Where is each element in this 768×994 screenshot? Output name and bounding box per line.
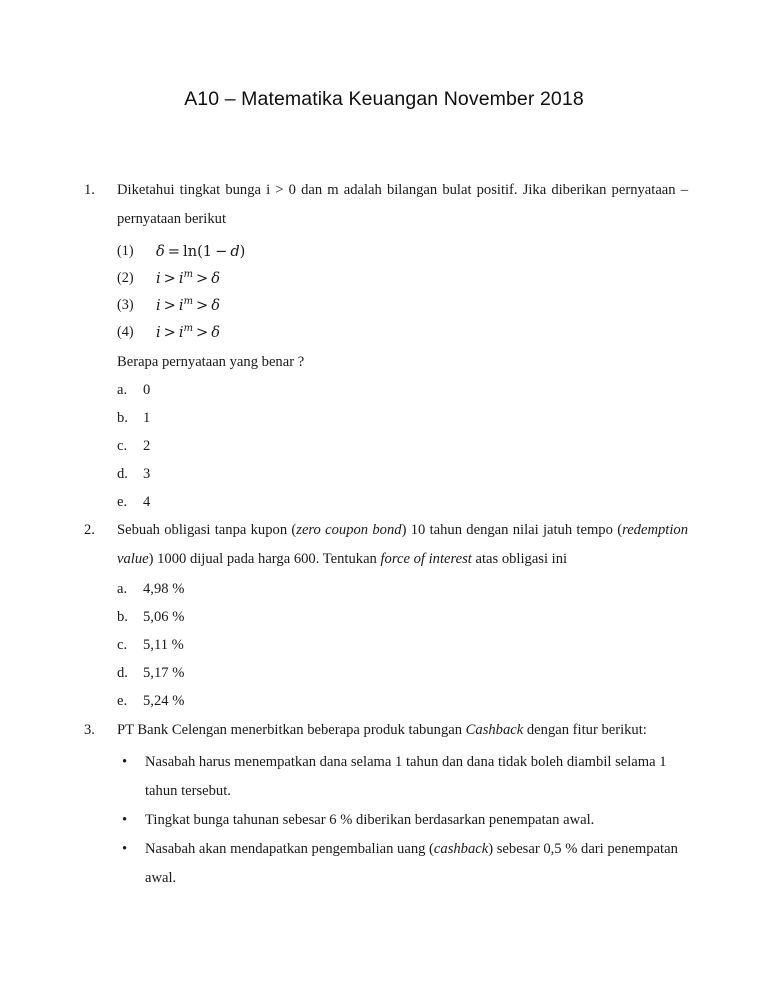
- option-value: 5,17 %: [143, 665, 185, 681]
- question-3-number: 3.: [84, 722, 95, 738]
- question-2-italic2: redemption value: [117, 522, 688, 567]
- question-3-body-part1: PT Bank Celengan menerbitkan beberapa produk tabungan: [117, 722, 466, 738]
- statement-formula: $i > i^m > \delta$: [156, 323, 221, 341]
- option-marker: c.: [117, 637, 128, 653]
- statement-marker: (1): [117, 243, 134, 259]
- option-item[interactable]: [84, 460, 688, 488]
- statement-formula: $i > i^m > \delta$: [156, 296, 221, 314]
- statement-item: [84, 319, 688, 346]
- option-value: 5,11 %: [143, 637, 184, 653]
- option-item[interactable]: [84, 376, 688, 404]
- question-2-body-part1: Sebuah obligasi tanpa kupon (: [117, 522, 297, 538]
- option-item[interactable]: [84, 432, 688, 460]
- bullet-text-part1: Nasabah harus menempatkan dana selama 1 tahun dan dana tidak boleh diambil selama 1 tahun tersebut.: [145, 754, 667, 799]
- question-2-italic1: zero coupon bond: [296, 522, 402, 538]
- question-3-italic1: Cashback: [465, 722, 524, 738]
- option-item[interactable]: [84, 659, 688, 687]
- option-marker: e.: [117, 494, 128, 510]
- question-3: [84, 716, 688, 893]
- bullet-text-part1: Nasabah akan mendapatkan pengembalian uang (: [145, 841, 434, 857]
- question-2: [84, 516, 688, 715]
- option-marker: a.: [117, 382, 128, 398]
- statement-item: [84, 292, 688, 319]
- option-value: 4: [143, 494, 151, 510]
- option-value: 2: [143, 438, 151, 454]
- question-1-option-list: [84, 376, 688, 516]
- statement-formula: δ = ln(1 − d): [156, 243, 246, 260]
- question-1-statement-list: [84, 238, 688, 346]
- option-item[interactable]: [84, 575, 688, 603]
- statement-marker: (2): [117, 270, 134, 286]
- question-2-text: [84, 516, 688, 574]
- question-2-italic3: force of interest: [380, 551, 472, 567]
- option-marker: e.: [117, 693, 128, 709]
- question-2-body-part4: atas obligasi ini: [471, 551, 568, 567]
- question-1: [84, 176, 688, 516]
- statement-marker: (3): [117, 297, 134, 313]
- question-1-number: 1.: [84, 182, 95, 198]
- option-marker: b.: [117, 609, 128, 625]
- option-item[interactable]: [84, 631, 688, 659]
- option-marker: d.: [117, 466, 128, 482]
- question-2-number: 2.: [84, 522, 95, 538]
- bullet-point-icon: •: [122, 754, 128, 770]
- statement-marker: (4): [117, 324, 134, 340]
- question-2-option-list: [84, 575, 688, 715]
- option-item[interactable]: [84, 404, 688, 432]
- question-3-bullet-list: [84, 748, 688, 893]
- option-marker: d.: [117, 665, 128, 681]
- bullet-item: [84, 806, 688, 835]
- bullet-text-part2: ) sebesar 0,5 % dari penempatan awal.: [145, 841, 678, 886]
- bullet-point-icon: •: [122, 812, 128, 828]
- question-2-body-part2: ) 10 tahun dengan nilai jatuh tempo (: [401, 522, 623, 538]
- page-title: A10 – Matematika Keuangan November 2018: [184, 88, 584, 110]
- option-value: 5,24 %: [143, 693, 185, 709]
- question-1-prompt: Berapa pernyataan yang benar ?: [117, 354, 305, 370]
- option-value: 0: [143, 382, 151, 398]
- bullet-italic1: cashback: [433, 841, 489, 857]
- question-2-body-part3: ) 1000 dijual pada harga 600. Tentukan: [148, 551, 381, 567]
- option-item[interactable]: [84, 603, 688, 631]
- bullet-item: [84, 835, 688, 893]
- option-item[interactable]: [84, 488, 688, 516]
- option-marker: b.: [117, 410, 128, 426]
- question-1-body: Diketahui tingkat bunga i > 0 dan m adalah bilangan bulat positif. Jika diberikan pernyataan – pernyataan berikut: [117, 182, 688, 227]
- option-item[interactable]: [84, 687, 688, 715]
- question-3-text: [84, 716, 688, 745]
- question-3-body-part2: dengan fitur berikut:: [523, 722, 647, 738]
- question-1-text: [84, 176, 688, 234]
- option-value: 4,98 %: [143, 581, 185, 597]
- bullet-point-icon: •: [122, 841, 128, 857]
- bullet-item: [84, 748, 688, 806]
- statement-item: [84, 238, 688, 265]
- statement-formula: $i > i^m > \delta$: [156, 269, 221, 287]
- option-value: 1: [143, 410, 151, 426]
- option-value: 3: [143, 466, 151, 482]
- bullet-text-part1: Tingkat bunga tahunan sebesar 6 % diberikan berdasarkan penempatan awal.: [145, 812, 595, 828]
- option-marker: c.: [117, 438, 128, 454]
- option-value: 5,06 %: [143, 609, 185, 625]
- statement-item: [84, 265, 688, 292]
- option-marker: a.: [117, 581, 128, 597]
